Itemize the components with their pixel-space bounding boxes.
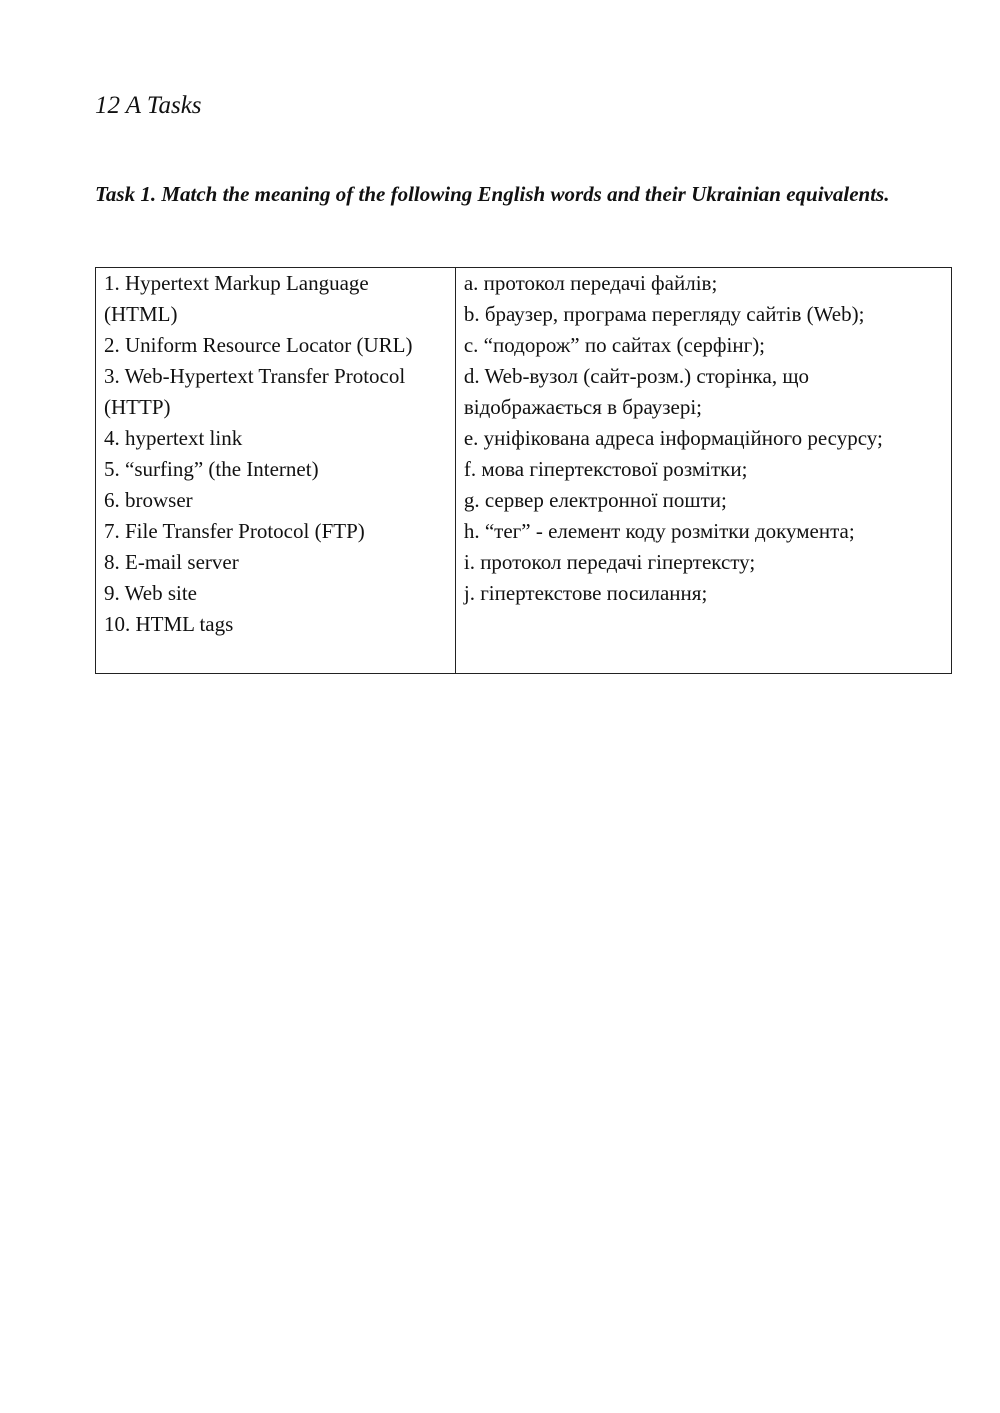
english-term-1: 1. Hypertext Markup Language (HTML) <box>104 271 369 326</box>
ukrainian-item-j: j. гіпертекстове посилання; <box>463 581 708 605</box>
ukrainian-item-f: f. мова гіпертекстової розмітки; <box>463 457 748 481</box>
english-term-6: 6. browser <box>104 488 193 512</box>
ukrainian-item-c: c. “подорож” по сайтах (серфінг); <box>463 333 766 357</box>
matching-table <box>95 267 952 674</box>
ukrainian-item-d: d. Web-вузол (сайт-розм.) сторінка, що відображається в браузері; <box>463 364 810 419</box>
english-term-9: 9. Web site <box>104 581 197 605</box>
ukrainian-item-g: g. сервер електронної пошти; <box>463 488 727 512</box>
english-terms-cell <box>96 268 456 674</box>
english-term-4: 4. hypertext link <box>104 426 243 450</box>
page-title: 12 A Tasks <box>95 92 202 119</box>
english-term-7: 7. File Transfer Protocol (FTP) <box>104 519 365 543</box>
ukrainian-item-b: b. браузер, програма перегляду сайтів (Web); <box>463 302 865 326</box>
ukrainian-item-e: e. уніфікована адреса інформаційного ресурсу; <box>463 426 883 450</box>
task-instruction: Task 1. Match the meaning of the following English words and their Ukrainian equivalents. <box>95 182 890 206</box>
table-row <box>96 268 952 674</box>
ukrainian-equivalents-cell <box>455 268 951 674</box>
english-term-5: 5. “surfing” (the Internet) <box>104 457 319 481</box>
english-term-3: 3. Web-Hypertext Transfer Protocol (HTTP) <box>104 364 406 419</box>
ukrainian-item-a: a. протокол передачі файлів; <box>463 271 718 295</box>
ukrainian-item-h: h. “тег” - елемент коду розмітки документа; <box>463 519 855 543</box>
english-term-10: 10. HTML tags <box>104 612 234 636</box>
english-term-2: 2. Uniform Resource Locator (URL) <box>104 333 413 357</box>
ukrainian-item-i: i. протокол передачі гіпертексту; <box>463 550 756 574</box>
english-term-8: 8. E-mail server <box>104 550 239 574</box>
